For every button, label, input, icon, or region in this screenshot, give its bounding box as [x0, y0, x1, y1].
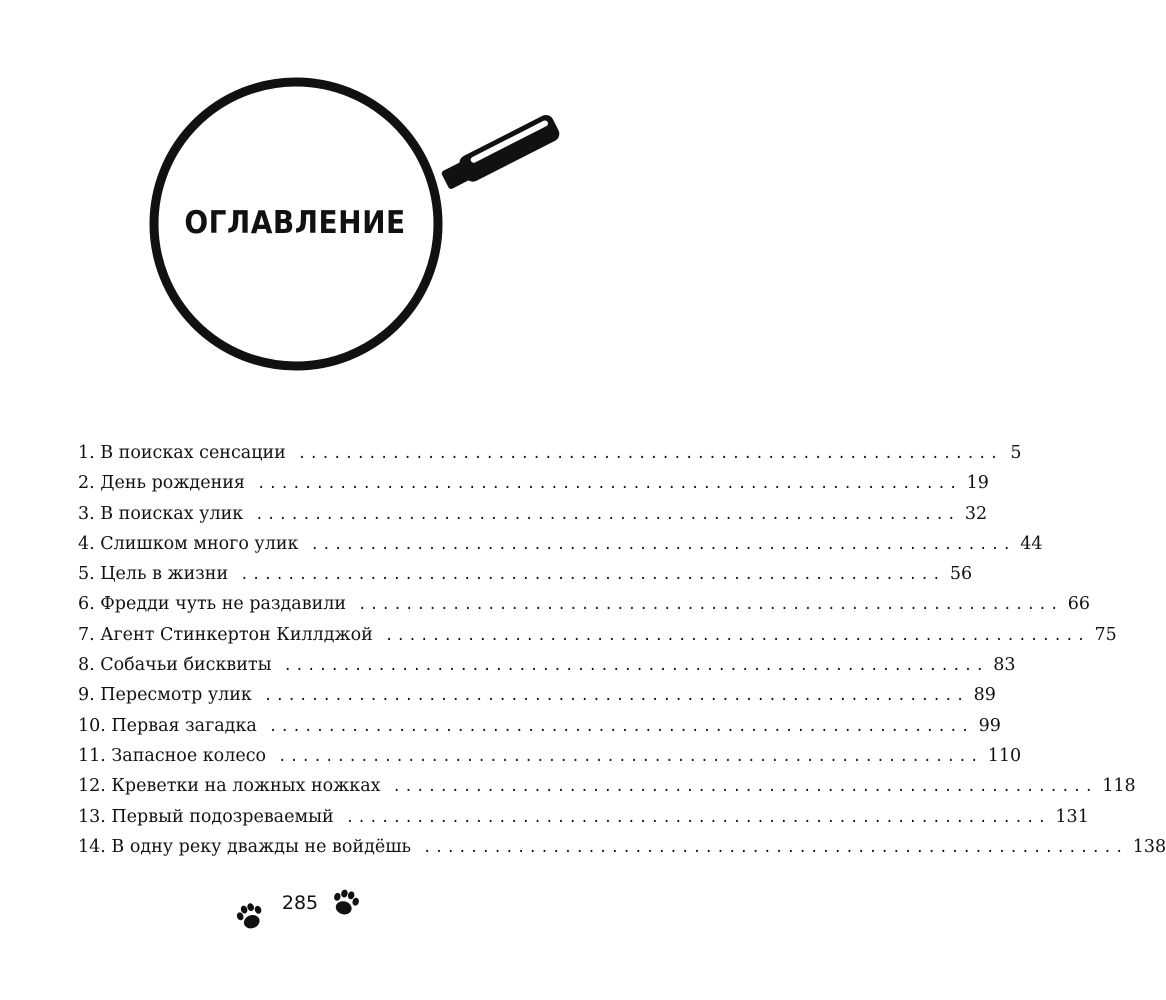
- toc-entry-title: 13. Первый подозреваемый: [78, 806, 334, 827]
- toc-entry-page: 66: [1067, 594, 1091, 615]
- toc-entry-title: 1. В поисках сенсации: [78, 443, 286, 463]
- dot-leader: ............................................................: [263, 688, 968, 705]
- toc-entry: [78, 499, 988, 529]
- dot-leader: ............................................................: [256, 476, 961, 493]
- dot-leader: ............................................................: [358, 597, 1062, 614]
- magnifying-glass-icon: [0, 0, 619, 400]
- toc-entry-page: 32: [964, 503, 988, 524]
- dot-leader: ............................................................: [384, 627, 1089, 644]
- toc-entry: [78, 802, 1089, 832]
- toc-entry-title: 11. Запасное колесо: [78, 745, 267, 766]
- toc-entry-page: 131: [1055, 806, 1089, 827]
- toc-entry-title: 6. Фредди чуть не раздавили: [78, 594, 347, 615]
- toc-entry-page: 44: [1020, 533, 1043, 554]
- table-of-contents: [78, 438, 1166, 862]
- toc-entry: [78, 589, 1091, 619]
- toc-entry-page: 138: [1132, 836, 1166, 857]
- toc-entry: [78, 559, 973, 589]
- toc-entry: [78, 438, 1022, 468]
- toc-entry-page: 99: [978, 715, 1001, 736]
- toc-entry-title: 10. Первая загадка: [78, 715, 257, 736]
- toc-entry: [78, 832, 1166, 862]
- toc-entry-page: 89: [973, 685, 996, 706]
- toc-entry-title: 4. Слишком много улик: [78, 533, 299, 554]
- dot-leader: ............................................................: [423, 839, 1127, 856]
- toc-entry-title: 12. Креветки на ложных ножках: [78, 776, 381, 797]
- toc-entry-page: 56: [949, 564, 973, 585]
- dot-leader: ............................................................: [392, 779, 1097, 796]
- toc-entry-title: 3. В поисках улик: [78, 503, 244, 524]
- toc-entry-title: 5. Цель в жизни: [78, 564, 229, 585]
- dot-leader: ............................................................: [278, 748, 982, 765]
- page-number: 285: [281, 892, 319, 914]
- page-title: ОГЛАВЛЕНИЕ: [184, 204, 406, 241]
- toc-entry: [78, 620, 1117, 650]
- toc-entry-title: 7. Агент Стинкертон Киллджой: [78, 624, 373, 645]
- toc-entry: [78, 711, 1001, 741]
- toc-entry: [78, 741, 1022, 771]
- paw-print-icon: [231, 898, 269, 936]
- toc-entry: [78, 680, 996, 710]
- toc-entry: [78, 468, 989, 498]
- dot-leader: ............................................................: [255, 506, 959, 523]
- dot-leader: ............................................................: [240, 567, 944, 584]
- toc-entry-page: 75: [1094, 624, 1117, 645]
- toc-entry-title: 2. День рождения: [78, 473, 245, 494]
- dot-leader: ............................................................: [345, 809, 1050, 826]
- dot-leader: ............................................................: [283, 658, 988, 675]
- toc-entry-page: 110: [987, 745, 1022, 766]
- paw-print-icon: [327, 885, 364, 922]
- dot-leader: ............................................................: [310, 536, 1015, 553]
- toc-entry-page: 5: [1010, 443, 1022, 463]
- toc-entry-title: 9. Пересмотр улик: [78, 685, 252, 706]
- toc-entry: [78, 650, 1016, 680]
- toc-entry: [78, 529, 1043, 559]
- dot-leader: ............................................................: [268, 718, 973, 735]
- dot-leader: ............................................................: [297, 446, 1002, 462]
- toc-entry-page: 83: [993, 655, 1016, 676]
- toc-entry-title: 8. Собачьи бисквиты: [78, 655, 272, 676]
- toc-entry-title: 14. В одну реку дважды не войдёшь: [78, 836, 411, 857]
- toc-entry: [78, 771, 1136, 801]
- page-footer: [230, 886, 370, 936]
- toc-entry-page: 118: [1102, 776, 1136, 797]
- toc-entry-page: 19: [966, 473, 989, 494]
